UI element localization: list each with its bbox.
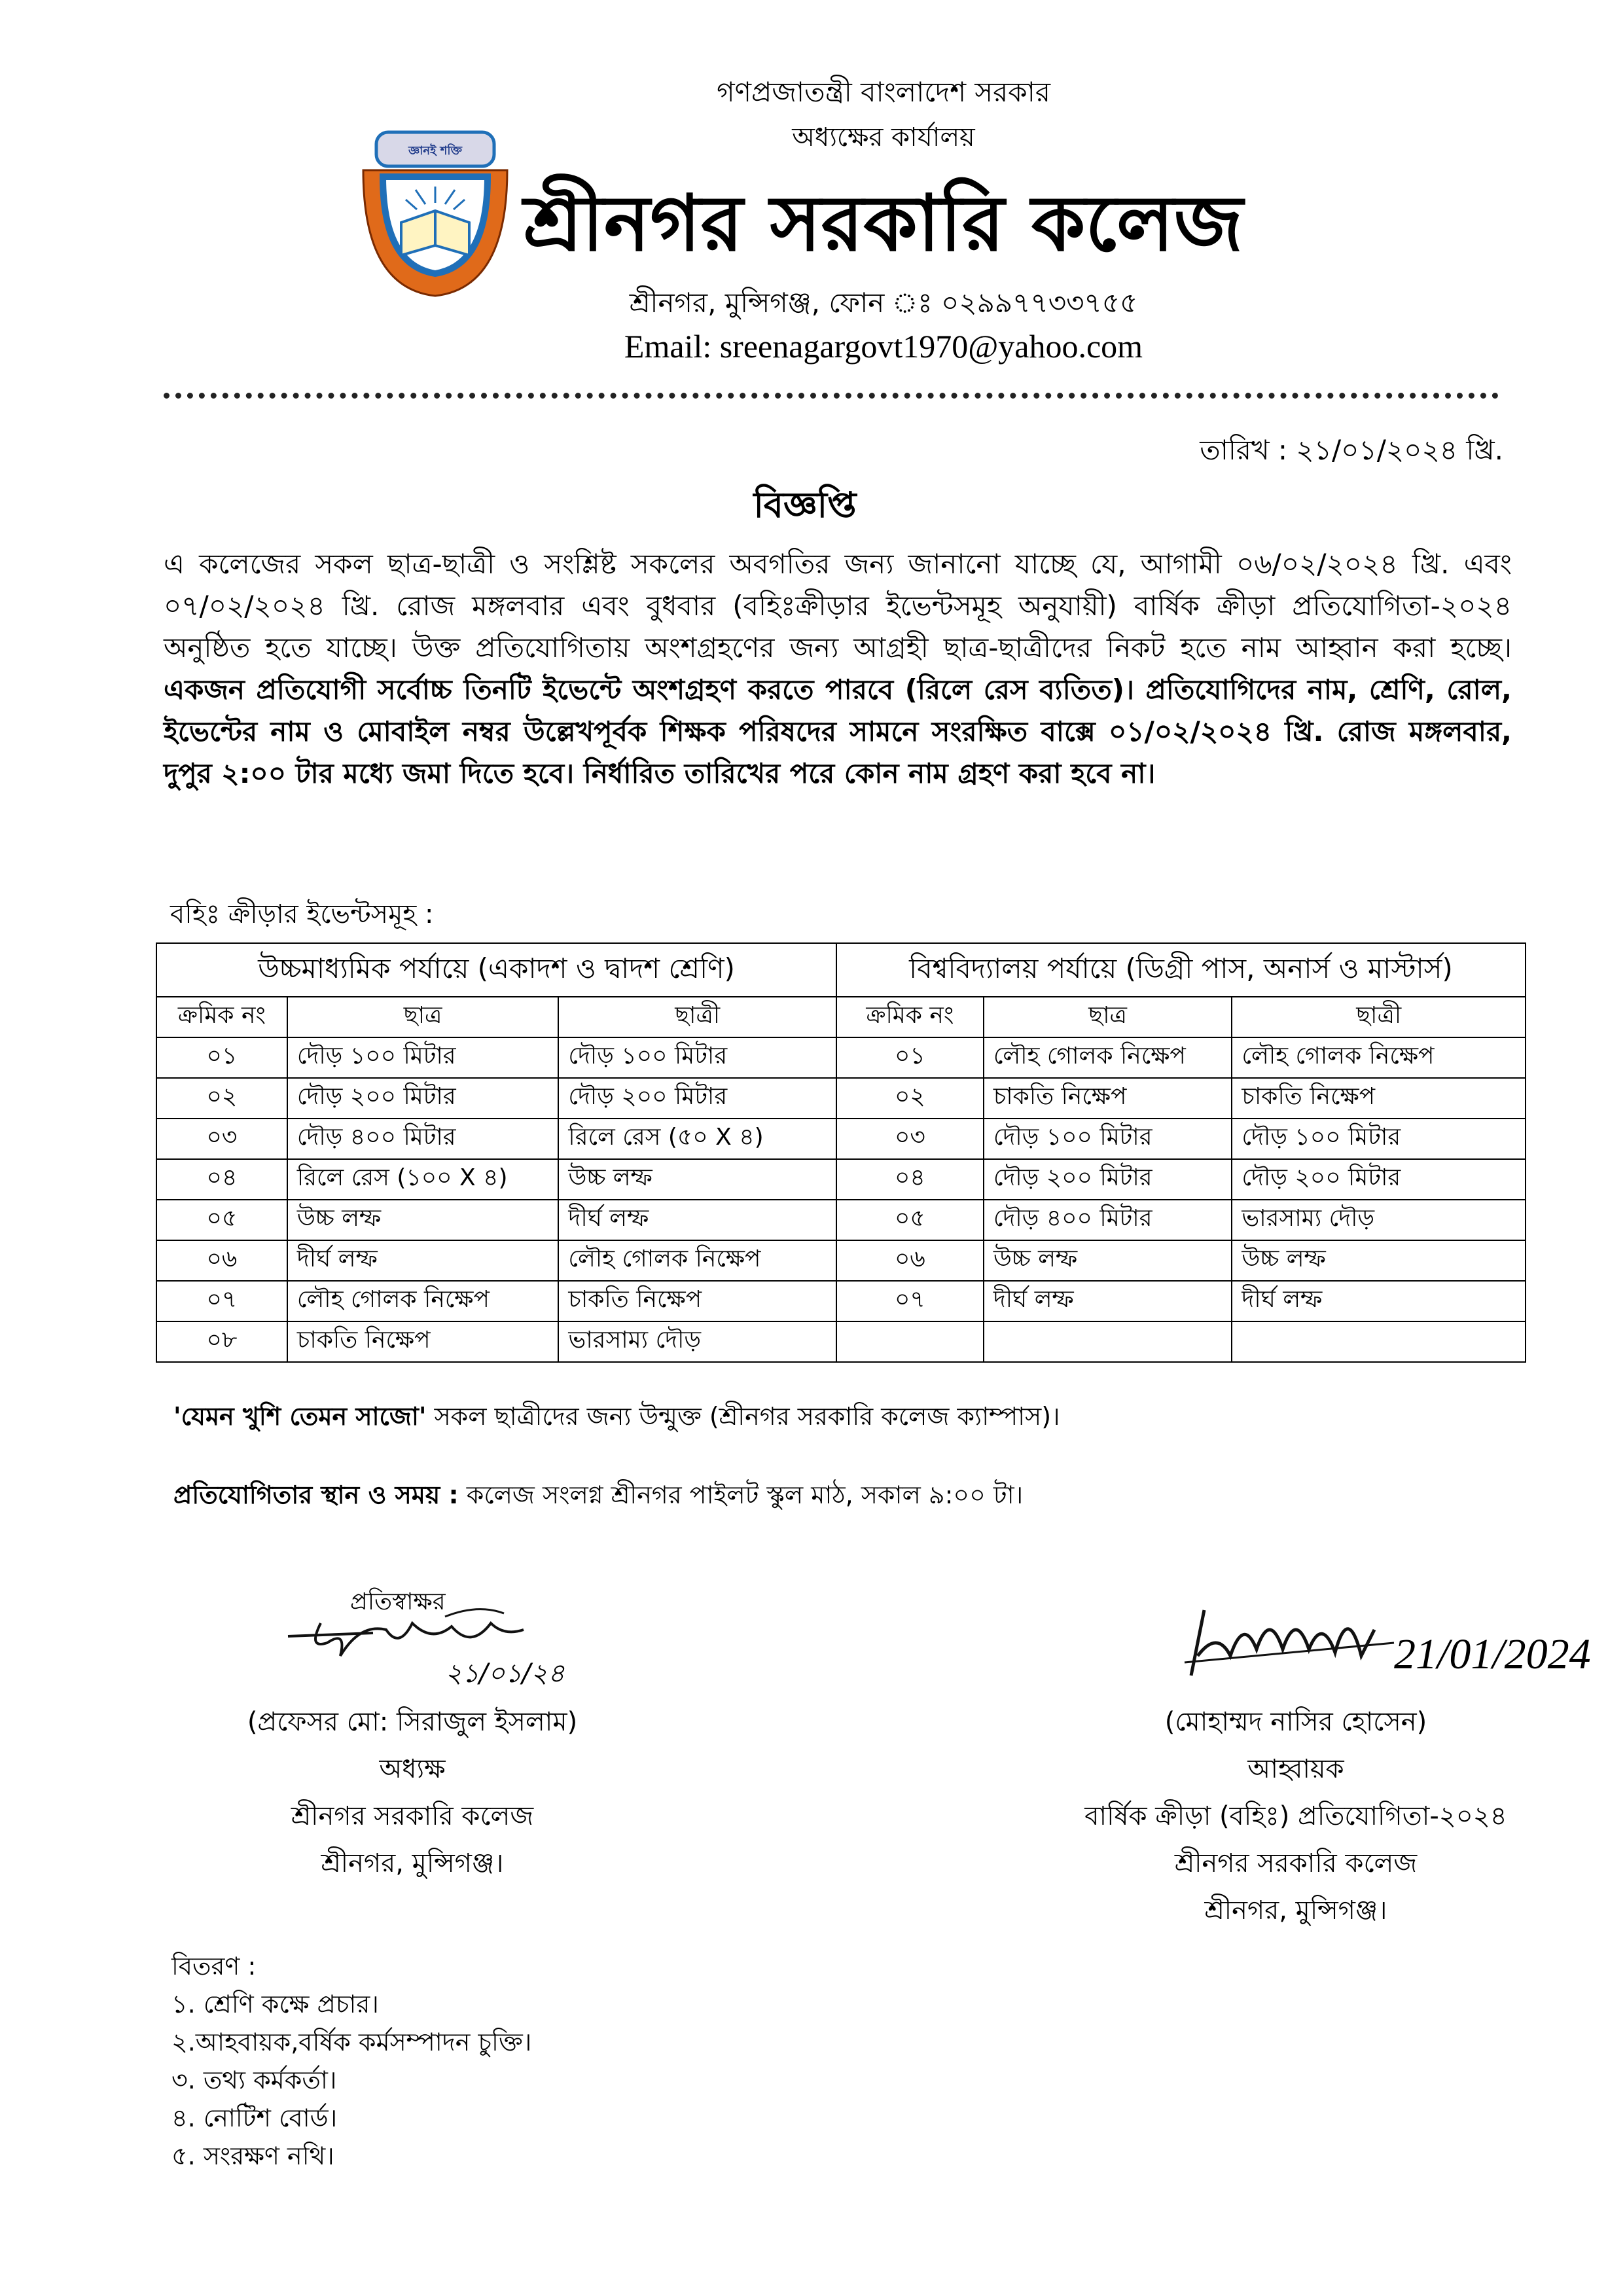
table-cell: ০৪ (836, 1159, 984, 1200)
office-heading: অধ্যক্ষের কার্যালয় (792, 122, 975, 152)
table-cell: দীর্ঘ লম্ফ (984, 1281, 1232, 1321)
table-cell: ০১ (156, 1037, 287, 1078)
table-cell (1232, 1321, 1526, 1362)
table-cell: দৌড় ১০০ মিটার (558, 1037, 836, 1078)
table-row (156, 1240, 1526, 1281)
table-cell: চাকতি নিক্ষেপ (287, 1321, 559, 1362)
table-cell: উচ্চ লম্ফ (287, 1200, 559, 1240)
table-cell: দৌড় ৪০০ মিটার (287, 1119, 559, 1159)
distribution-list (171, 1947, 531, 2175)
table-cell: দৌড় ২০০ মিটার (558, 1078, 836, 1119)
notice-date: তারিখ : ২১/০১/২০২৪ খ্রি. (1200, 434, 1503, 466)
principal-place: শ্রীনগর, মুন্সিগঞ্জ। (321, 1848, 504, 1878)
college-name: শ্রীনগর সরকারি কলেজ (524, 178, 1243, 268)
table-row (156, 1037, 1526, 1078)
table-cell: ০৫ (836, 1200, 984, 1240)
table-cell: ০২ (156, 1078, 287, 1119)
col-sl-header: ক্রমিক নং (156, 997, 287, 1037)
notice-body (164, 543, 1512, 795)
table-cell: ০৪ (156, 1159, 287, 1200)
col-boys-header: ছাত্র (984, 997, 1232, 1037)
table-cell: ভারসাম্য দৌড় (1232, 1200, 1526, 1240)
table-cell: ভারসাম্য দৌড় (558, 1321, 836, 1362)
table-cell (836, 1321, 984, 1362)
table-cell: ০৩ (836, 1119, 984, 1159)
table-row (156, 1119, 1526, 1159)
table-cell: রিলে রেস (৫০ X ৪) (558, 1119, 836, 1159)
notice-title: বিজ্ঞপ্তি (753, 484, 857, 526)
convener-signature-date: 21/01/2024 (1394, 1630, 1591, 1678)
table-cell: ০৮ (156, 1321, 287, 1362)
table-cell: চাকতি নিক্ষেপ (1232, 1078, 1526, 1119)
table-cell: দৌড় ১০০ মিটার (1232, 1119, 1526, 1159)
list-item: ২.আহবায়ক,বর্ষিক কর্মসম্পাদন চুক্তি। (171, 2028, 532, 2056)
convener-role: বার্ষিক ক্রীড়া (বহিঃ) প্রতিযোগিতা-২০২৪ (1084, 1801, 1507, 1831)
table-cell: দীর্ঘ লম্ফ (1232, 1281, 1526, 1321)
table-cell: ০২ (836, 1078, 984, 1119)
table-cell: ০৭ (836, 1281, 984, 1321)
venue-text: কলেজ সংলগ্ন শ্রীনগর পাইলট স্কুল মাঠ, সকাল ৯:০০ টা। (458, 1480, 1024, 1509)
table-cell: রিলে রেস (১০০ X ৪) (287, 1159, 559, 1200)
table-cell: উচ্চ লম্ফ (1232, 1240, 1526, 1281)
col-girls-header: ছাত্রী (1232, 997, 1526, 1037)
principal-signature (281, 1597, 622, 1689)
venue-label: প্রতিযোগিতার স্থান ও সময় : (173, 1480, 459, 1509)
table-cell: উচ্চ লম্ফ (558, 1159, 836, 1200)
logo-motto: জ্ঞানই শক্তি (408, 144, 463, 158)
email-line: Email: sreenagargovt1970@yahoo.com (624, 328, 1143, 365)
table-cell: ০৬ (836, 1240, 984, 1281)
table-group-header (156, 943, 1526, 997)
table-row (156, 1078, 1526, 1119)
table-cell: লৌহ গোলক নিক্ষেপ (558, 1240, 836, 1281)
table-cell: দৌড় ১০০ মিটার (287, 1037, 559, 1078)
col-girls-header: ছাত্রী (558, 997, 836, 1037)
convener-block (1034, 1698, 1558, 1934)
body-paragraph: এ কলেজের সকল ছাত্র-ছাত্রী ও সংশ্লিষ্ট সকলের অবগতির জন্য জানানো যাচ্ছে যে, আগামী ০৬/০২/২০২৪ খ্রি. এবং ০৭/০২/২০২৪ খ্রি. রোজ মঙ্গলবার এবং বুধবার (বহিঃক্রীড়ার ইভেন্টসমূহ অনুযায়ী) বার্ষিক ক্রীড়া প্রতিযোগিতা-২০২৪ অনুষ্ঠিত হতে যাচ্ছে। উক্ত প্রতিযোগিতায় অংশগ্রহণের জন্য আগ্রহী ছাত্র-ছাত্রীদের নিকট হতে নাম আহ্বান করা হচ্ছে। (164, 548, 1512, 664)
counter-sign-label: প্রতিস্বাক্ষর (350, 1588, 446, 1615)
table-cell: ০১ (836, 1037, 984, 1078)
table-cell: দৌড় ২০০ মিটার (984, 1159, 1232, 1200)
list-item: ৩. তথ্য কর্মকর্তা। (171, 2066, 337, 2094)
table-cell: দীর্ঘ লম্ফ (287, 1240, 559, 1281)
table-column-header (156, 997, 1526, 1037)
venue-line (173, 1476, 1023, 1518)
table-row (156, 1321, 1526, 1362)
body-paragraph-bold: একজন প্রতিযোগী সর্বোচ্চ তিনটি ইভেন্টে অংশগ্রহণ করতে পারবে (রিলে রেস ব্যতিত)। প্রতিযোগিদের নাম, শ্রেণি, রোল, ইভেন্টের নাম ও মোবাইল নম্বর উল্লেখপূর্বক শিক্ষক পরিষদের সামনে সংরক্ষিত বাক্সে ০১/০২/২০২৪ খ্রি. রোজ মঙ্গলবার, দুপুর ২:০০ টার মধ্যে জমা দিতে হবে। নির্ধারিত তারিখের পরে কোন নাম গ্রহণ করা হবে না। (164, 673, 1512, 789)
principal-institution: শ্রীনগর সরকারি কলেজ (291, 1801, 534, 1831)
table-row (156, 1200, 1526, 1240)
table-cell: দৌড় ৪০০ মিটার (984, 1200, 1232, 1240)
table-cell: দীর্ঘ লম্ফ (558, 1200, 836, 1240)
table-cell: লৌহ গোলক নিক্ষেপ (287, 1281, 559, 1321)
header-divider (164, 393, 1499, 399)
list-item: ১. শ্রেণি কক্ষে প্রচার। (171, 1990, 379, 2018)
table-cell: ০৫ (156, 1200, 287, 1240)
convener-institution: শ্রীনগর সরকারি কলেজ (1174, 1848, 1418, 1878)
col-sl-header: ক্রমিক নং (836, 997, 984, 1037)
table-row (156, 1159, 1526, 1200)
convener-place: শ্রীনগর, মুন্সিগঞ্জ। (1204, 1895, 1387, 1926)
group-hsc-header: উচ্চমাধ্যমিক পর্যায়ে (একাদশ ও দ্বাদশ শ্রেণি) (156, 943, 836, 997)
fancy-dress-title: 'যেমন খুশি তেমন সাজো' (173, 1402, 427, 1431)
events-table (156, 942, 1526, 1363)
group-university-header: বিশ্ববিদ্যালয় পর্যায়ে (ডিগ্রী পাস, অনার্স ও মাস্টার্স) (836, 943, 1526, 997)
convener-name: (মোহাম্মদ নাসির হোসেন) (1164, 1707, 1427, 1737)
principal-name: (প্রফেসর মো: সিরাজুল ইসলাম) (247, 1707, 578, 1737)
table-cell: দৌড় ২০০ মিটার (1232, 1159, 1526, 1200)
principal-designation: অধ্যক্ষ (379, 1754, 446, 1784)
convener-designation: আহ্বায়ক (1247, 1754, 1344, 1784)
address-line: শ্রীনগর, মুন্সিগঞ্জ, ফোন ঃ ০২৯৯৭৭৩৩৭৫৫ (629, 287, 1138, 319)
principal-block (216, 1698, 609, 1887)
table-cell: ০৭ (156, 1281, 287, 1321)
table-cell: ০৩ (156, 1119, 287, 1159)
table-row (156, 1281, 1526, 1321)
table-cell: উচ্চ লম্ফ (984, 1240, 1232, 1281)
government-heading: গণপ্রজাতন্ত্রী বাংলাদেশ সরকার (717, 76, 1050, 108)
table-cell: লৌহ গোলক নিক্ষেপ (1232, 1037, 1526, 1078)
table-cell: দৌড় ১০০ মিটার (984, 1119, 1232, 1159)
table-cell: দৌড় ২০০ মিটার (287, 1078, 559, 1119)
list-item: ৫. সংরক্ষণ নথি। (171, 2142, 334, 2170)
distribution-label: বিতরণ : (171, 1952, 257, 1981)
list-item: ৪. নোটিশ বোর্ড। (171, 2104, 338, 2132)
fancy-dress-line (173, 1397, 1060, 1439)
events-label: বহিঃ ক্রীড়ার ইভেন্টসমূহ : (170, 899, 434, 929)
principal-signature-date: ২১/০১/২৪ (445, 1659, 565, 1689)
convener-signature (1178, 1590, 1603, 1715)
table-cell: লৌহ গোলক নিক্ষেপ (984, 1037, 1232, 1078)
table-cell: ০৬ (156, 1240, 287, 1281)
table-cell: চাকতি নিক্ষেপ (558, 1281, 836, 1321)
fancy-dress-text: সকল ছাত্রীদের জন্য উন্মুক্ত (শ্রীনগর সরকারি কলেজ ক্যাম্পাস)। (426, 1402, 1060, 1431)
table-cell: চাকতি নিক্ষেপ (984, 1078, 1232, 1119)
college-logo (350, 124, 520, 301)
table-cell (984, 1321, 1232, 1362)
col-boys-header: ছাত্র (287, 997, 559, 1037)
